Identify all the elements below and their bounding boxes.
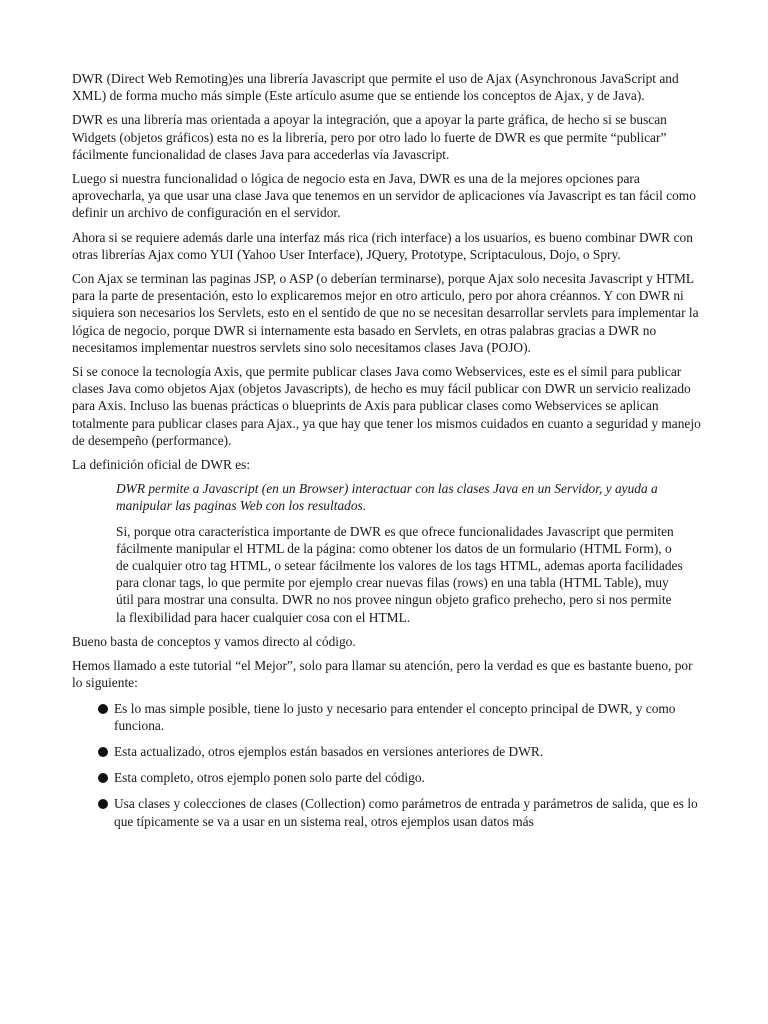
bullet-icon — [98, 799, 108, 809]
paragraph-axis: Si se conoce la tecnología Axis, que permite publicar clases Java como Webservices, este es el símil para publicar clases Java como objetos Ajax (objetos Javascripts), de hecho es muy fácil publicar con DWR un servicio realizado para Axis. Incluso las buenas prácticas o blueprints de Axis para publicar clases como Webservices se aplican totalmente para publicar clases para Ajax., ya que hay que tener los mismos cuidados en cuanto a seguridad y manejo de desempeño (performance). — [72, 364, 701, 448]
bullet-icon — [98, 747, 108, 757]
paragraph-tutorial-best: Hemos llamado a este tutorial “el Mejor”, solo para llamar su atención, pero la verdad es que es bastante bueno, por lo siguiente: — [72, 658, 693, 691]
paragraph-jsp-asp: Con Ajax se terminan las paginas JSP, o ASP (o deberían terminarse), porque Ajax solo necesita Javascript y HTML para la parte de presentación, esto lo explicaremos mejor en otro articulo, pero por ahora créannos. Y con DWR ni siquiera son necesarios los Servlets, esto en el sentido de que no se necesitan desarrollar servlets para implementar la lógica de negocio, porque DWR si internamente esta basado en Servlets, en otras palabras gracias a DWR no necesitamos implementar nuestros servlets sino solo necesitamos clases Java (POJO). — [72, 271, 699, 355]
list-item-text: Esta actualizado, otros ejemplos están basados en versiones anteriores de DWR. — [114, 743, 544, 759]
paragraph-dwr-integration: DWR es una librería mas orientada a apoyar la integración, que a apoyar la parte gráfica, de hecho si se buscan Widgets (objetos gráficos) esta no es la librería, pero por otro lado lo fuerte de DWR es que permite “publicar” fácilmente funcionalidad de clases Java para accederlas vía Javascript. — [72, 112, 667, 162]
list-item — [98, 769, 704, 786]
paragraph-go-to-code: Bueno basta de conceptos y vamos directo al código. — [72, 633, 356, 649]
list-item — [98, 795, 704, 829]
list-item-text: Es lo mas simple posible, tiene lo justo y necesario para entender el concepto principal de DWR, y como funciona. — [114, 700, 676, 733]
quote-definition-italic: DWR permite a Javascript (en un Browser) interactuar con las clases Java en un Servidor, y ayuda a manipular las paginas Web con los resultados. — [116, 481, 658, 514]
bullet-icon — [98, 704, 108, 714]
bullet-icon — [98, 773, 108, 783]
paragraph-rich-interface: Ahora si se requiere además darle una interfaz más rica (rich interface) a los usuarios, es bueno combinar DWR con otras librerías Ajax como YUI (Yahoo User Interface), JQuery, Prototype, Scriptaculous, Dojo, o Spry. — [72, 229, 693, 262]
document-body — [72, 70, 704, 839]
list-item — [98, 743, 704, 760]
paragraph-dwr-intro: DWR (Direct Web Remoting)es una librería Javascript que permite el uso de Ajax (Asynchronous JavaScript and XML) de forma mucho más simple (Este artículo asume que se entiende los conceptos de Ajax, y de Java). — [72, 71, 679, 104]
definition-quote — [116, 480, 706, 626]
quote-explanation: Si, porque otra característica importante de DWR es que ofrece funcionalidades Javascript que permiten fácilmente manipular el HTML de la página: como obtener los datos de un formulario (HTML Form), o de cualquier otro tag HTML, o setear fácilmente los valores de los tags HTML, ademas aporta facilidades para clonar tags, lo que permite por ejemplo crear nuevas filas (rows) en una tabla (HTML Table), muy útil para mostrar una consulta. DWR no nos provee ningun objeto grafico prehecho, pero si nos permite la flexibilidad para hacer cualquier cosa con el HTML. — [116, 523, 683, 625]
list-item-text: Esta completo, otros ejemplo ponen solo parte del código. — [114, 770, 425, 786]
list-item — [98, 700, 704, 734]
reasons-list — [72, 700, 704, 830]
paragraph-official-definition: La definición oficial de DWR es: — [72, 457, 251, 473]
paragraph-business-logic: Luego si nuestra funcionalidad o lógica de negocio esta en Java, DWR es una de la mejores opciones para aprovecharla, ya que usar una clase Java que tenemos en un servidor de aplicaciones vía Javascript es tan fácil como definir un archivo de configuración en el servidor. — [72, 171, 696, 221]
list-item-text: Usa clases y colecciones de clases (Collection) como parámetros de entrada y parámetros de salida, que es lo que típicamente se va a usar en un sistema real, otros ejemplos usan datos más — [114, 796, 698, 829]
